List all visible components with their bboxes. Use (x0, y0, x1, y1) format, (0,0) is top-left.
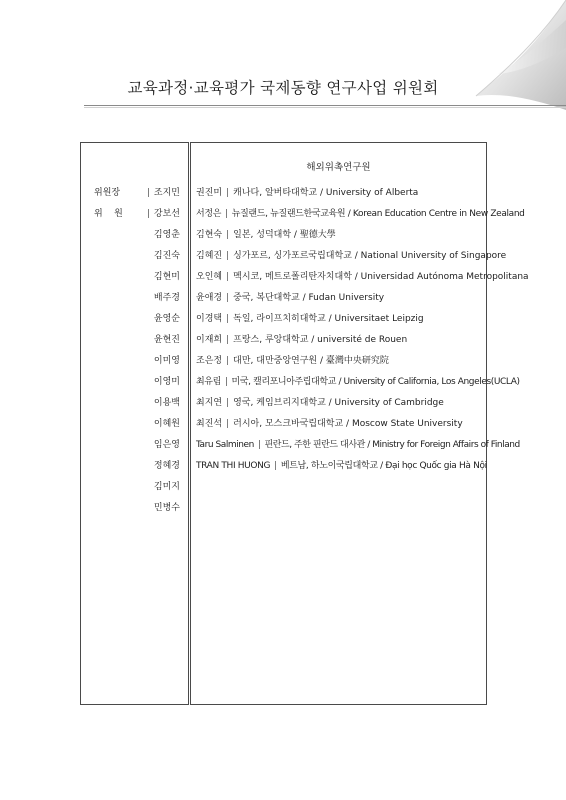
committee-row (81, 460, 180, 472)
page-title: 교육과정·교육평가 국제동향 연구사업 위원회 (127, 79, 439, 97)
researcher-row (196, 397, 444, 409)
committee-row (81, 229, 180, 241)
researcher-name: TRAN THI HUONG (196, 461, 271, 471)
committee-row (81, 376, 180, 388)
researcher-name: 이경택 (196, 314, 223, 324)
separator: | (146, 209, 150, 219)
member-name: 김영춘 (153, 230, 180, 240)
researcher-affiliation: 베트남, 하노이국립대학교 / Đại học Quốc gia Hà Nội (280, 461, 487, 471)
separator: | (146, 188, 150, 198)
researcher-name: 조은정 (196, 356, 223, 366)
researcher-row (196, 208, 525, 220)
member-name: 민병수 (153, 503, 180, 513)
committee-row (81, 313, 180, 325)
researcher-affiliation: 캐나다, 알버타대학교 / University of Alberta (233, 188, 419, 198)
separator: | (226, 419, 230, 429)
member-name: 윤영순 (153, 314, 180, 324)
researcher-name: 윤애경 (196, 293, 223, 303)
committee-row (81, 187, 180, 199)
researcher-row (196, 292, 384, 304)
researcher-affiliation: 중국, 복단대학교 / Fudan University (233, 293, 385, 303)
researcher-row (196, 376, 520, 388)
committee-row (81, 271, 180, 283)
member-name: 김진숙 (153, 251, 180, 261)
researcher-affiliation: 프랑스, 루앙대학교 / université de Rouen (233, 335, 408, 345)
separator: | (274, 461, 277, 471)
researcher-name: 최유림 (196, 377, 221, 387)
researcher-row (196, 250, 506, 262)
researcher-row (196, 355, 389, 367)
committee-row (81, 502, 180, 514)
researcher-name: 최진석 (196, 419, 223, 429)
member-name: 정혜경 (153, 461, 180, 471)
separator: | (226, 314, 230, 324)
researcher-row (196, 187, 418, 199)
committee-row (81, 481, 180, 493)
member-name: 김미지 (153, 482, 180, 492)
title-divider (84, 105, 566, 106)
separator: | (224, 377, 228, 387)
member-name: 이영미 (153, 377, 180, 387)
title-divider-shadow (84, 107, 566, 108)
role-label: 위원장 (94, 188, 121, 198)
researcher-row (196, 334, 407, 346)
researcher-affiliation: 영국, 케임브리지대학교 / University of Cambridge (233, 398, 444, 408)
committee-row (81, 250, 180, 262)
separator: | (226, 272, 230, 282)
researcher-row (196, 439, 520, 451)
separator: | (226, 188, 230, 198)
member-name: 강보선 (153, 209, 180, 219)
committee-row (81, 397, 180, 409)
researcher-name: Taru Salminen (196, 440, 254, 450)
member-name: 이용백 (153, 398, 180, 408)
researcher-name: 최지연 (196, 398, 223, 408)
member-name: 김현미 (153, 272, 180, 282)
researcher-name: 김혜진 (196, 251, 223, 261)
role-label: 위 원 (94, 209, 123, 219)
researcher-name: 권진미 (196, 188, 223, 198)
separator: | (226, 230, 230, 240)
researcher-row (196, 460, 487, 472)
researcher-row (196, 229, 336, 241)
separator: | (226, 398, 230, 408)
researcher-affiliation: 대만, 대만중앙연구원 / 臺灣中央研究院 (233, 356, 389, 366)
member-name: 배주경 (153, 293, 180, 303)
member-name: 이미영 (153, 356, 180, 366)
researcher-name: 김현숙 (196, 230, 223, 240)
overseas-heading: 해외위촉연구원 (306, 162, 371, 173)
separator: | (226, 335, 230, 345)
researcher-name: 오인혜 (196, 272, 223, 282)
committee-row (81, 292, 180, 304)
researcher-affiliation: 독일, 라이프치히대학교 / Universitaet Leipzig (233, 314, 424, 324)
researcher-affiliation: 미국, 캘리포니아주립대학교 / University of California, Los Angeles(UCLA) (231, 377, 520, 387)
separator: | (226, 293, 230, 303)
researcher-name: 서정은 (196, 209, 222, 219)
separator: | (225, 209, 228, 219)
member-name: 윤현진 (153, 335, 180, 345)
committee-members-panel (80, 142, 189, 705)
committee-row (81, 418, 180, 430)
committee-row (81, 334, 180, 346)
researcher-name: 이재희 (196, 335, 223, 345)
committee-row (81, 355, 180, 367)
researcher-affiliation: 러시아, 모스크바국립대학교 / Moscow State University (233, 419, 463, 429)
researcher-affiliation: 멕시코, 메트로폴리탄자치대학 / Universidad Autónoma Metropolitana (233, 272, 529, 282)
overseas-researchers-panel (190, 142, 529, 705)
researcher-row (196, 418, 463, 430)
separator: | (257, 440, 261, 450)
researcher-affiliation: 싱가포르, 싱가포르국립대학교 / National University of Singapore (233, 251, 507, 261)
committee-row (81, 439, 180, 451)
member-name: 조지민 (153, 188, 180, 198)
separator: | (226, 356, 230, 366)
researcher-row (196, 313, 424, 325)
researcher-affiliation: 일본, 성덕대학 / 聖德大學 (233, 230, 336, 240)
researcher-row (196, 271, 529, 283)
member-name: 임은영 (153, 440, 180, 450)
member-name: 이혜원 (153, 419, 180, 429)
researcher-affiliation: 핀란드, 주한 핀란드 대사관 / Ministry for Foreign Affairs of Finland (264, 440, 520, 450)
committee-row (81, 208, 180, 220)
separator: | (226, 251, 230, 261)
researcher-affiliation: 뉴질랜드, 뉴질랜드한국교육원 / Korean Education Centre in New Zealand (231, 209, 525, 219)
